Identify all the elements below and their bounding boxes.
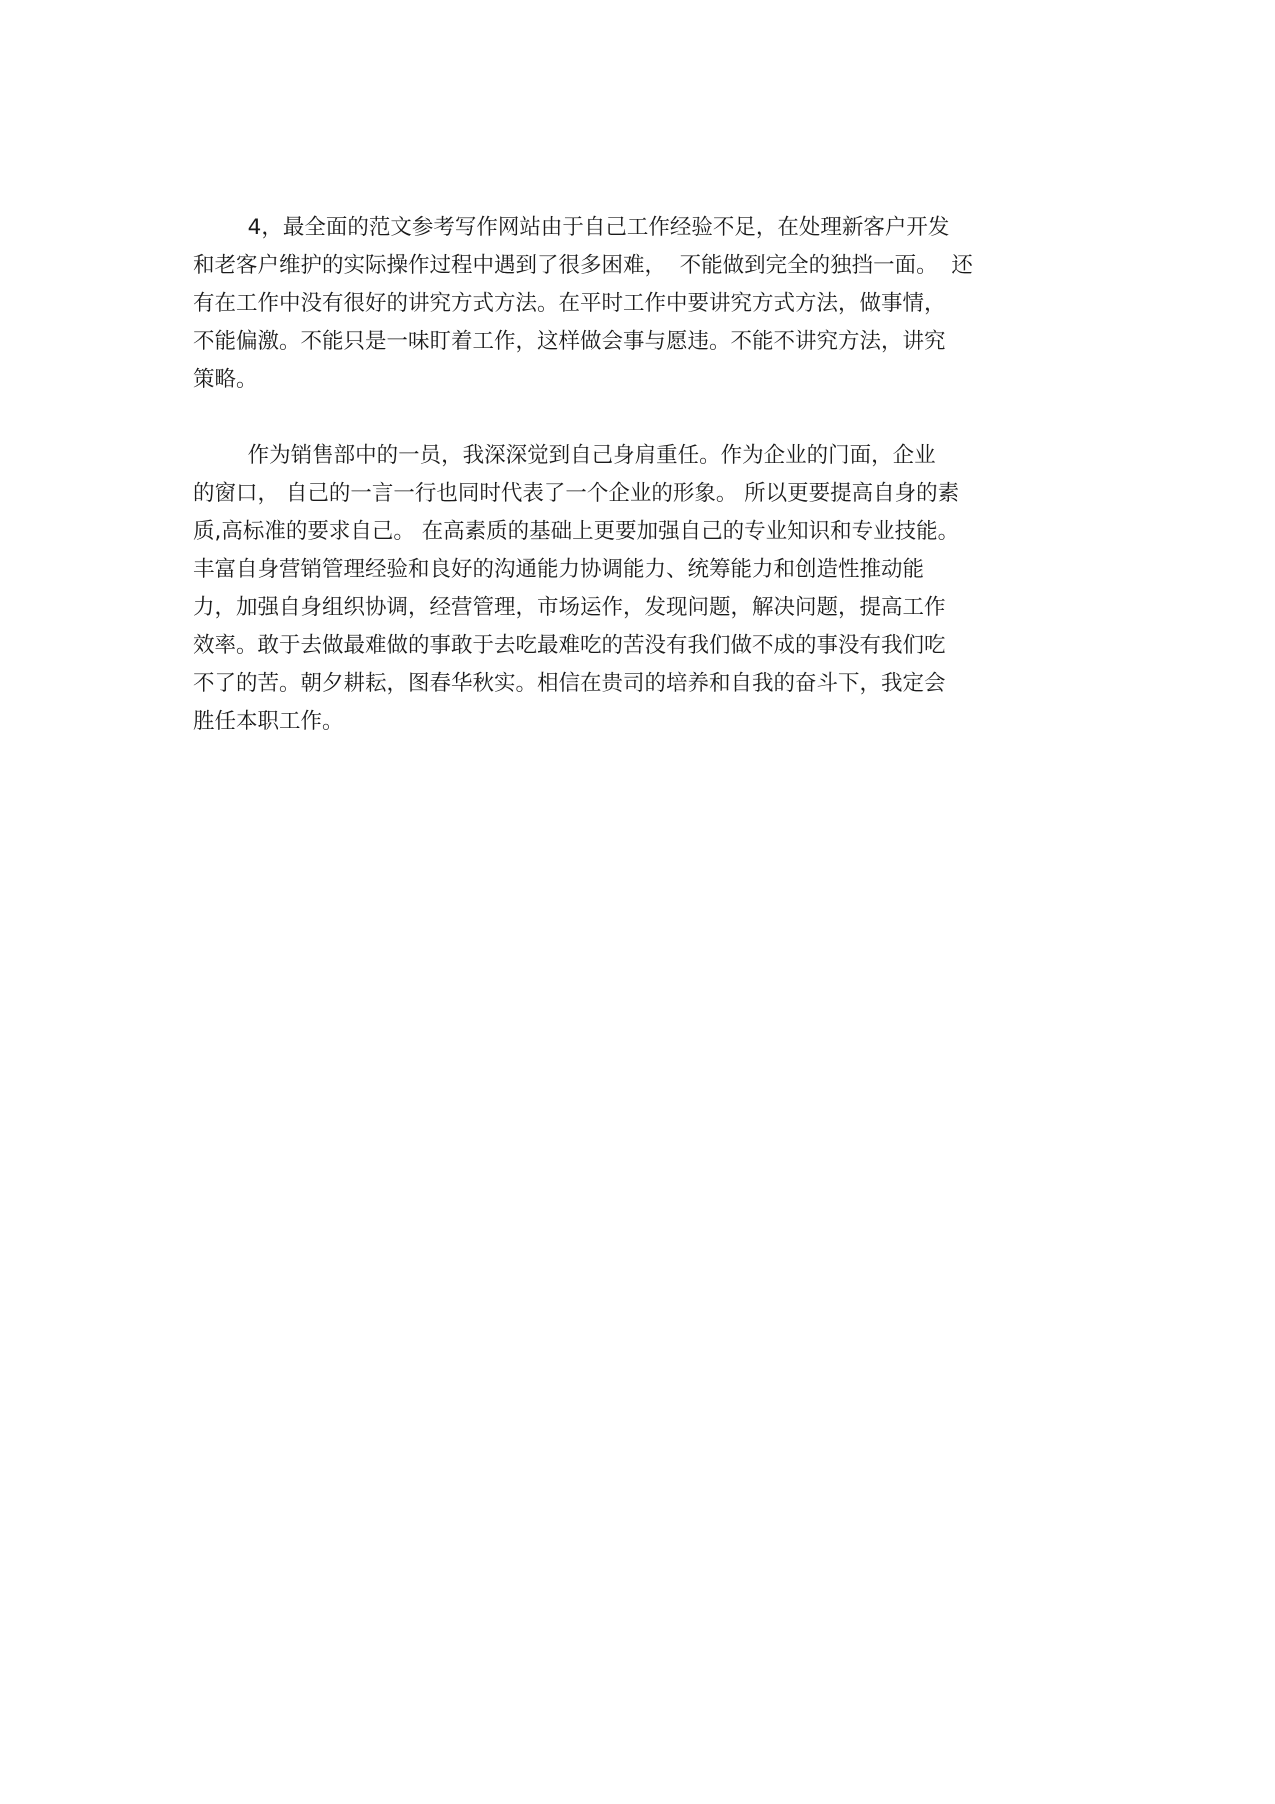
document-body [193, 209, 1093, 741]
paragraph-line: 不能偏激。不能只是一味盯着工作，这样做会事与愿违。不能不讲究方法，讲究 [193, 329, 946, 354]
paragraph-line: 力，加强自身组织协调，经营管理，市场运作，发现问题，解决问题，提高工作 [193, 595, 946, 620]
paragraph-line: 不了的苦。朝夕耕耘，图春华秋实。相信在贵司的培养和自我的奋斗下，我定会 [193, 671, 946, 696]
paragraph-line: 有在工作中没有很好的讲究方式方法。在平时工作中要讲究方式方法，做事情， [193, 291, 946, 316]
paragraph-line: 策略。 [193, 367, 258, 392]
paragraph-line: 的窗口， 自己的一言一行也同时代表了一个企业的形象。 所以更要提高自身的素 [193, 481, 960, 506]
paragraph-line: 丰富自身营销管理经验和良好的沟通能力协调能力、统筹能力和创造性推动能 [193, 557, 925, 582]
paragraph-line: 作为销售部中的一员，我深深觉到自己身肩重任。作为企业的门面，企业 [193, 443, 936, 468]
paragraph-line: 和老客户维护的实际操作过程中遇到了很多困难， 不能做到完全的独挡一面。 还 [193, 253, 973, 278]
paragraph-work-difficulties [193, 209, 1093, 399]
paragraph-line: 胜任本职工作。 [193, 709, 344, 734]
paragraph-line: 效率。敢于去做最难做的事敢于去吃最难吃的苦没有我们做不成的事没有我们吃 [193, 633, 946, 658]
paragraph-line: 4，最全面的范文参考写作网站由于自己工作经验不足，在处理新客户开发 [193, 215, 950, 240]
paragraph-line: 质,高标准的要求自己。 在高素质的基础上更要加强自己的专业知识和专业技能。 [193, 519, 960, 544]
paragraph-sales-responsibility [193, 437, 1093, 741]
paragraph-gap [193, 399, 1093, 437]
